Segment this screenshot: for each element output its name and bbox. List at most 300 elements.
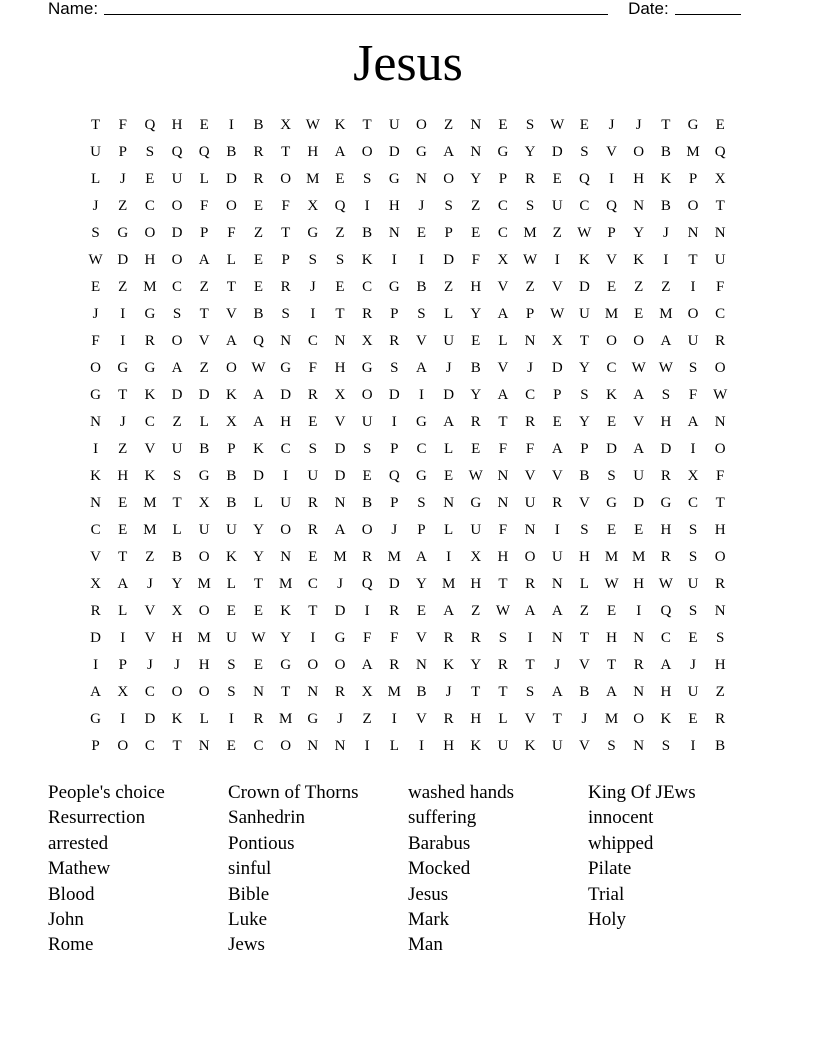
grid-letter: L — [253, 495, 264, 511]
grid-letter: J — [337, 576, 343, 592]
grid-letter: T — [498, 576, 508, 592]
grid-letter: G — [117, 225, 129, 241]
word-list-item: Pilate — [588, 858, 632, 880]
grid-letter: B — [362, 225, 373, 241]
grid-letter: J — [92, 198, 99, 214]
grid-letter: R — [90, 603, 101, 619]
grid-letter: O — [117, 738, 129, 754]
grid-letter: S — [362, 441, 372, 457]
grid-letter: J — [119, 171, 126, 187]
word-list-item: Bible — [228, 883, 270, 905]
grid-letter: V — [144, 441, 156, 457]
grid-letter: E — [579, 117, 589, 133]
grid-letter: P — [688, 171, 698, 187]
grid-letter: R — [253, 171, 264, 187]
grid-letter: P — [200, 225, 209, 241]
grid-letter: U — [551, 549, 563, 565]
grid-letter: A — [497, 387, 509, 403]
grid-letter: H — [144, 252, 156, 268]
grid-letter: T — [362, 117, 372, 133]
grid-letter: T — [281, 144, 291, 160]
grid-letter: W — [577, 225, 592, 241]
grid-row — [82, 355, 734, 382]
grid-letter: A — [497, 306, 509, 322]
grid-letter: O — [90, 360, 101, 376]
grid-row — [82, 625, 734, 652]
grid-letter: J — [418, 198, 425, 214]
grid-letter: S — [525, 684, 535, 700]
grid-letter: V — [497, 360, 509, 376]
grid-letter: L — [444, 441, 454, 457]
grid-letter: B — [362, 495, 373, 511]
word-list-item: Rome — [48, 934, 94, 956]
grid-letter: D — [633, 495, 645, 511]
grid-letter: P — [498, 171, 508, 187]
grid-letter: N — [633, 684, 645, 700]
grid-letter: Y — [578, 414, 590, 430]
grid-letter: I — [120, 711, 126, 727]
word-list-item: Luke — [228, 909, 268, 931]
grid-letter: S — [580, 522, 589, 538]
grid-letter: N — [714, 603, 726, 619]
grid-letter: M — [387, 549, 401, 565]
grid-letter: F — [525, 441, 535, 457]
grid-letter: K — [660, 171, 672, 187]
grid-letter: G — [144, 360, 156, 376]
grid-letter: V — [198, 333, 210, 349]
grid-letter: K — [280, 603, 292, 619]
grid-letter: B — [226, 144, 237, 160]
grid-letter: T — [579, 630, 589, 646]
grid-letter: E — [471, 225, 481, 241]
grid-letter: U — [497, 738, 509, 754]
grid-letter: P — [281, 252, 290, 268]
grid-letter: G — [307, 225, 319, 241]
grid-letter: N — [551, 576, 563, 592]
grid-letter: A — [117, 576, 129, 592]
grid-letter: J — [92, 306, 99, 322]
grid-letter: M — [604, 549, 619, 565]
grid-letter: A — [361, 657, 373, 673]
grid-letter: T — [335, 306, 345, 322]
word-list-item: sinful — [228, 858, 272, 880]
grid-letter: J — [527, 360, 533, 376]
grid-letter: O — [361, 522, 373, 538]
grid-letter: O — [225, 360, 237, 376]
word-list-item: Jews — [228, 934, 265, 956]
grid-letter: V — [144, 630, 156, 646]
grid-letter: M — [333, 549, 347, 565]
grid-letter: U — [280, 495, 292, 511]
grid-letter: E — [552, 414, 562, 430]
grid-letter: S — [417, 495, 426, 511]
worksheet-header — [48, 0, 744, 20]
grid-letter: C — [416, 441, 427, 457]
word-list-item: Trial — [588, 883, 625, 905]
grid-letter: K — [225, 387, 237, 403]
grid-letter: J — [146, 657, 153, 673]
grid-letter: W — [550, 306, 565, 322]
grid-letter: S — [281, 306, 290, 322]
grid-letter: V — [606, 252, 617, 268]
grid-letter: O — [361, 144, 373, 160]
grid-letter: N — [633, 198, 645, 214]
grid-letter: P — [417, 522, 426, 538]
grid-letter: R — [470, 414, 481, 430]
grid-letter: J — [174, 657, 180, 673]
grid-letter: C — [497, 225, 508, 241]
grid-letter: V — [633, 414, 645, 430]
word-list-item: Sanhedrin — [228, 807, 306, 829]
grid-row — [82, 571, 734, 598]
grid-letter: D — [388, 576, 400, 592]
grid-letter: W — [251, 360, 266, 376]
grid-letter: E — [715, 117, 725, 133]
grid-letter: E — [634, 522, 644, 538]
grid-letter: E — [308, 414, 318, 430]
grid-letter: A — [443, 144, 455, 160]
grid-letter: I — [283, 468, 289, 484]
grid-letter: E — [253, 252, 264, 268]
grid-letter: N — [497, 468, 509, 484]
grid-letter: M — [306, 171, 320, 187]
grid-letter: E — [335, 171, 345, 187]
grid-letter: S — [688, 360, 698, 376]
grid-letter: J — [119, 414, 126, 430]
word-list-item: whipped — [588, 832, 654, 854]
grid-letter: O — [416, 117, 427, 133]
grid-letter: W — [495, 603, 510, 619]
grid-letter: I — [636, 603, 642, 619]
grid-letter: Y — [578, 360, 590, 376]
grid-letter: E — [226, 738, 236, 754]
grid-row — [82, 328, 734, 355]
grid-letter: A — [687, 414, 699, 430]
grid-letter: Z — [118, 198, 128, 214]
grid-letter: A — [416, 549, 427, 565]
word-list-item: Mark — [408, 909, 450, 931]
grid-letter: Y — [416, 576, 427, 592]
grid-letter: I — [228, 117, 234, 133]
grid-letter: T — [90, 117, 101, 133]
grid-letter: K — [470, 738, 482, 754]
grid-row — [82, 139, 734, 166]
grid-letter: W — [88, 252, 103, 268]
grid-letter: O — [687, 198, 699, 214]
grid-letter: N — [551, 630, 563, 646]
grid-letter: S — [661, 387, 671, 403]
grid-letter: I — [418, 252, 424, 268]
grid-letter: D — [334, 441, 346, 457]
grid-letter: Z — [661, 279, 671, 295]
grid-letter: T — [199, 306, 209, 322]
grid-letter: H — [606, 630, 617, 646]
grid-row — [82, 166, 734, 193]
grid-letter: O — [714, 441, 726, 457]
grid-letter: D — [334, 603, 346, 619]
grid-row — [82, 220, 734, 247]
grid-letter: U — [470, 522, 482, 538]
grid-letter: A — [253, 414, 264, 430]
grid-letter: A — [551, 684, 563, 700]
grid-letter: L — [172, 522, 182, 538]
grid-letter: A — [633, 387, 645, 403]
grid-letter: A — [443, 603, 455, 619]
grid-letter: Q — [578, 171, 590, 187]
grid-row — [82, 274, 734, 301]
grid-letter: R — [253, 711, 264, 727]
grid-row — [82, 463, 734, 490]
word-list-item: arrested — [48, 832, 109, 854]
grid-letter: I — [364, 603, 370, 619]
grid-letter: V — [578, 738, 590, 754]
grid-letter: F — [716, 279, 725, 295]
grid-letter: D — [198, 387, 210, 403]
grid-letter: V — [144, 603, 156, 619]
grid-letter: R — [307, 387, 318, 403]
grid-letter: V — [497, 279, 509, 295]
grid-letter: W — [658, 360, 673, 376]
grid-letter: V — [90, 549, 101, 565]
grid-letter: B — [579, 468, 590, 484]
grid-letter: P — [390, 495, 399, 511]
page-title: Jesus — [353, 35, 463, 92]
grid-letter: P — [607, 225, 616, 241]
grid-letter: R — [660, 549, 671, 565]
grid-letter: E — [253, 603, 264, 619]
grid-letter: H — [171, 630, 183, 646]
name-label: Name: — [48, 0, 99, 18]
name-blank-line — [104, 0, 608, 15]
grid-letter: G — [470, 495, 482, 511]
grid-letter: H — [633, 576, 645, 592]
grid-letter: R — [334, 684, 345, 700]
word-list-item: Resurrection — [48, 807, 146, 829]
grid-letter: S — [227, 657, 236, 673]
grid-letter: N — [524, 333, 536, 349]
grid-letter: E — [606, 414, 617, 430]
grid-letter: G — [334, 630, 346, 646]
grid-letter: E — [471, 441, 481, 457]
grid-letter: E — [308, 549, 318, 565]
grid-letter: C — [280, 441, 291, 457]
grid-letter: R — [144, 333, 155, 349]
date-blank-line — [675, 0, 741, 15]
grid-letter: E — [606, 279, 617, 295]
grid-letter: M — [387, 684, 401, 700]
grid-letter: D — [225, 171, 237, 187]
grid-letter: Y — [470, 657, 482, 673]
grid-letter: N — [307, 684, 319, 700]
grid-letter: I — [364, 738, 370, 754]
grid-row — [82, 112, 734, 139]
grid-letter: G — [416, 414, 427, 430]
grid-letter: V — [524, 711, 536, 727]
grid-letter: P — [91, 738, 100, 754]
grid-letter: X — [470, 549, 482, 565]
grid-letter: B — [416, 279, 427, 295]
grid-letter: U — [90, 144, 101, 160]
grid-letter: N — [388, 225, 400, 241]
grid-letter: N — [90, 495, 101, 511]
grid-letter: I — [609, 171, 615, 187]
grid-letter: Q — [361, 576, 373, 592]
grid-letter: Z — [552, 225, 562, 241]
grid-letter: S — [716, 630, 725, 646]
grid-letter: T — [525, 657, 535, 673]
grid-letter: W — [658, 576, 673, 592]
grid-letter: M — [604, 306, 619, 322]
grid-letter: E — [552, 171, 562, 187]
grid-letter: R — [470, 630, 481, 646]
grid-letter: Z — [253, 225, 264, 241]
grid-letter: I — [120, 333, 126, 349]
grid-letter: G — [660, 495, 672, 511]
grid-letter: M — [604, 711, 619, 727]
grid-letter: I — [391, 252, 397, 268]
grid-letter: Z — [634, 279, 644, 295]
grid-letter: A — [660, 657, 672, 673]
grid-letter: Y — [524, 144, 536, 160]
grid-letter: K — [361, 252, 373, 268]
grid-letter: X — [90, 576, 101, 592]
grid-letter: P — [553, 387, 562, 403]
grid-letter: R — [443, 711, 454, 727]
word-list-item: John — [48, 909, 84, 931]
grid-letter: N — [334, 738, 346, 754]
grid-letter: U — [171, 171, 183, 187]
grid-letter: I — [554, 252, 560, 268]
grid-letter: U — [198, 522, 210, 538]
grid-letter: L — [118, 603, 128, 619]
grid-letter: R — [253, 144, 264, 160]
grid-letter: L — [199, 711, 209, 727]
grid-letter: F — [281, 198, 290, 214]
grid-letter: E — [199, 117, 209, 133]
grid-letter: R — [389, 657, 400, 673]
grid-letter: E — [688, 630, 698, 646]
grid-letter: N — [280, 333, 292, 349]
grid-letter: L — [226, 252, 236, 268]
grid-letter: H — [470, 711, 482, 727]
grid-letter: L — [199, 414, 209, 430]
grid-letter: F — [716, 468, 725, 484]
grid-letter: S — [390, 360, 399, 376]
grid-letter: N — [470, 117, 482, 133]
grid-letter: Z — [145, 549, 155, 565]
grid-letter: Y — [470, 171, 482, 187]
word-bank — [48, 780, 768, 958]
grid-letter: S — [525, 198, 535, 214]
grid-letter: D — [171, 225, 183, 241]
word-list-item: Pontious — [228, 832, 295, 854]
grid-letter: X — [307, 198, 319, 214]
grid-letter: I — [93, 441, 99, 457]
grid-letter: S — [417, 306, 426, 322]
grid-letter: E — [416, 225, 427, 241]
word-list-item: Jesus — [408, 883, 449, 905]
grid-letter: G — [497, 144, 509, 160]
grid-letter: R — [362, 549, 373, 565]
grid-letter: K — [253, 441, 264, 457]
grid-letter: N — [198, 738, 210, 754]
grid-row — [82, 409, 734, 436]
grid-letter: U — [551, 198, 563, 214]
grid-letter: K — [633, 252, 645, 268]
grid-letter: O — [633, 144, 645, 160]
grid-letter: C — [144, 684, 155, 700]
grid-letter: Q — [334, 198, 346, 214]
grid-letter: H — [117, 468, 129, 484]
grid-letter: O — [606, 333, 617, 349]
grid-letter: W — [522, 252, 538, 268]
grid-letter: C — [172, 279, 183, 295]
grid-letter: M — [632, 549, 646, 565]
grid-letter: T — [226, 279, 236, 295]
grid-letter: Z — [118, 441, 128, 457]
grid-letter: B — [226, 468, 237, 484]
grid-letter: K — [660, 711, 672, 727]
grid-letter: Z — [172, 414, 182, 430]
grid-letter: G — [416, 468, 427, 484]
grid-letter: V — [334, 414, 346, 430]
grid-letter: S — [498, 630, 508, 646]
grid-letter: H — [660, 684, 672, 700]
grid-letter: U — [361, 414, 373, 430]
word-list-item: People's choice — [48, 782, 165, 803]
grid-letter: R — [389, 603, 400, 619]
grid-row — [82, 247, 734, 274]
grid-letter: Z — [199, 279, 209, 295]
grid-letter: W — [468, 468, 483, 484]
grid-letter: Y — [470, 387, 482, 403]
grid-letter: H — [660, 522, 672, 538]
grid-letter: C — [688, 495, 699, 511]
grid-letter: E — [606, 522, 617, 538]
word-list-item: innocent — [588, 807, 654, 829]
grid-letter: L — [498, 711, 508, 727]
word-list-item: Blood — [48, 883, 95, 905]
grid-letter: S — [227, 684, 236, 700]
grid-letter: M — [441, 576, 456, 592]
grid-letter: I — [93, 657, 99, 673]
grid-letter: I — [228, 711, 234, 727]
grid-letter: N — [416, 657, 427, 673]
grid-letter: D — [117, 252, 129, 268]
grid-letter: A — [551, 603, 563, 619]
grid-letter: T — [606, 657, 617, 673]
grid-letter: X — [334, 387, 346, 403]
grid-letter: A — [416, 360, 427, 376]
grid-letter: R — [525, 414, 536, 430]
grid-letter: E — [253, 279, 264, 295]
grid-letter: M — [686, 144, 700, 160]
grid-letter: O — [334, 657, 346, 673]
grid-letter: D — [253, 468, 264, 484]
grid-letter: T — [498, 414, 508, 430]
grid-letter: R — [715, 711, 726, 727]
grid-letter: Y — [280, 630, 292, 646]
grid-letter: T — [281, 225, 291, 241]
grid-letter: E — [471, 333, 481, 349]
grid-letter: T — [552, 711, 562, 727]
grid-letter: Q — [198, 144, 210, 160]
grid-letter: O — [198, 684, 210, 700]
grid-letter: U — [307, 468, 319, 484]
grid-letter: V — [416, 711, 427, 727]
grid-letter: Y — [171, 576, 183, 592]
grid-letter: T — [118, 549, 128, 565]
